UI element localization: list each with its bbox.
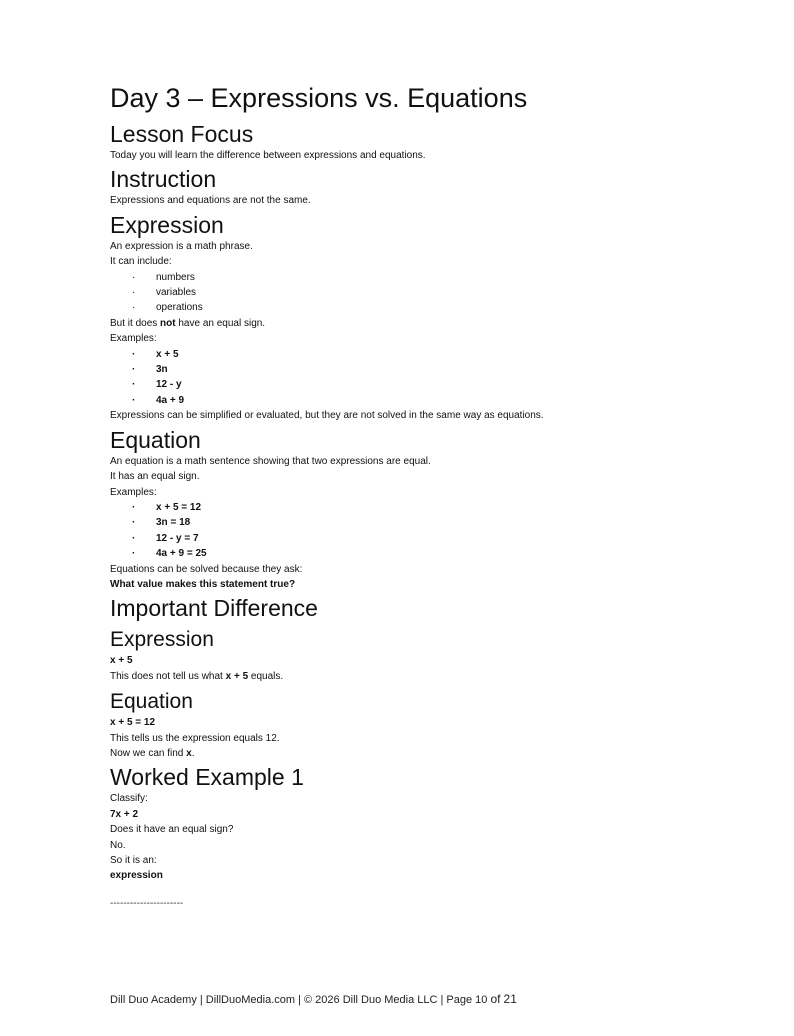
difference-equation-heading: Equation: [110, 690, 193, 714]
worked-example-heading: Worked Example 1: [110, 764, 304, 791]
expression-examples-list: [110, 347, 750, 409]
list-item: · 4a + 9 = 25: [110, 546, 750, 561]
instruction-text: Expressions and equations are not the same.: [110, 195, 311, 207]
equation-equal-sign-note: It has an equal sign.: [110, 471, 200, 483]
bullet-icon: ·: [132, 348, 136, 360]
list-item: · variables: [110, 285, 750, 300]
worked-example-answer: No.: [110, 839, 126, 851]
instruction-heading: Instruction: [110, 166, 217, 193]
bullet-icon: ·: [132, 379, 136, 391]
difference-equation-note: This tells us the expression equals 12.: [110, 732, 280, 744]
list-item: · operations: [110, 300, 750, 315]
worked-example-so: So it is an:: [110, 855, 157, 866]
bullet-icon: ·: [132, 501, 136, 513]
lesson-focus-heading: Lesson Focus: [110, 121, 254, 147]
bullet-icon: ·: [132, 394, 136, 406]
list-item: · 3n: [110, 362, 750, 377]
list-item: · 4a + 9: [110, 393, 750, 408]
equation-question: What value makes this statement true?: [110, 578, 296, 590]
document-page: [110, 78, 750, 911]
equation-closing: Equations can be solved because they ask:: [110, 563, 303, 575]
equation-heading: Equation: [110, 426, 201, 453]
difference-expression-example: x + 5: [110, 655, 133, 667]
equation-examples-label: Examples:: [110, 486, 157, 498]
worked-example-result: expression: [110, 870, 163, 882]
list-item: · numbers: [110, 270, 750, 285]
difference-equation-find-note: Now we can find x.: [110, 747, 195, 759]
expression-examples-label: Examples:: [110, 333, 157, 345]
bullet-icon: ·: [132, 271, 136, 283]
bullet-icon: ·: [132, 532, 136, 544]
separator-line: ----------------------: [110, 897, 184, 909]
worked-example-classify: Classify:: [110, 793, 148, 805]
important-difference-heading: Important Difference: [110, 595, 318, 622]
equation-definition: An equation is a math sentence showing that two expressions are equal.: [110, 455, 431, 467]
lesson-focus-text: Today you will learn the difference between expressions and equations.: [110, 150, 426, 161]
bullet-icon: ·: [132, 364, 136, 376]
page-title: Day 3 – Expressions vs. Equations: [110, 83, 528, 113]
difference-expression-heading: Expression: [110, 628, 214, 652]
worked-example-item: 7x + 2: [110, 808, 139, 820]
expression-definition: An expression is a math phrase.: [110, 240, 253, 252]
list-item: · x + 5 = 12: [110, 500, 750, 515]
list-item: · 3n = 18: [110, 515, 750, 530]
difference-expression-note: This does not tell us what x + 5 equals.: [110, 670, 284, 682]
equation-examples-list: [110, 500, 750, 562]
footer-of: of: [490, 992, 501, 1006]
list-item: · 12 - y = 7: [110, 531, 750, 546]
bullet-icon: ·: [132, 517, 136, 529]
list-item: · 12 - y: [110, 377, 750, 392]
list-item: · x + 5: [110, 347, 750, 362]
bullet-icon: ·: [132, 302, 136, 314]
expression-heading: Expression: [110, 211, 224, 238]
expression-includes-label: It can include:: [110, 256, 172, 268]
worked-example-question: Does it have an equal sign?: [110, 824, 234, 836]
difference-equation-example: x + 5 = 12: [110, 717, 156, 729]
footer-total-pages: 21: [503, 992, 517, 1006]
page-footer: [110, 992, 517, 1007]
footer-text: Dill Duo Academy | DillDuoMedia.com | © 2026 Dill Duo Media LLC | Page 10: [110, 994, 491, 1006]
expression-closing: Expressions can be simplified or evaluated, but they are not solved in the same way as equations.: [110, 410, 544, 422]
expression-no-equal-note: But it does not have an equal sign.: [110, 317, 266, 329]
bullet-icon: ·: [132, 287, 136, 299]
expression-includes-list: [110, 270, 750, 316]
bullet-icon: ·: [132, 548, 136, 560]
